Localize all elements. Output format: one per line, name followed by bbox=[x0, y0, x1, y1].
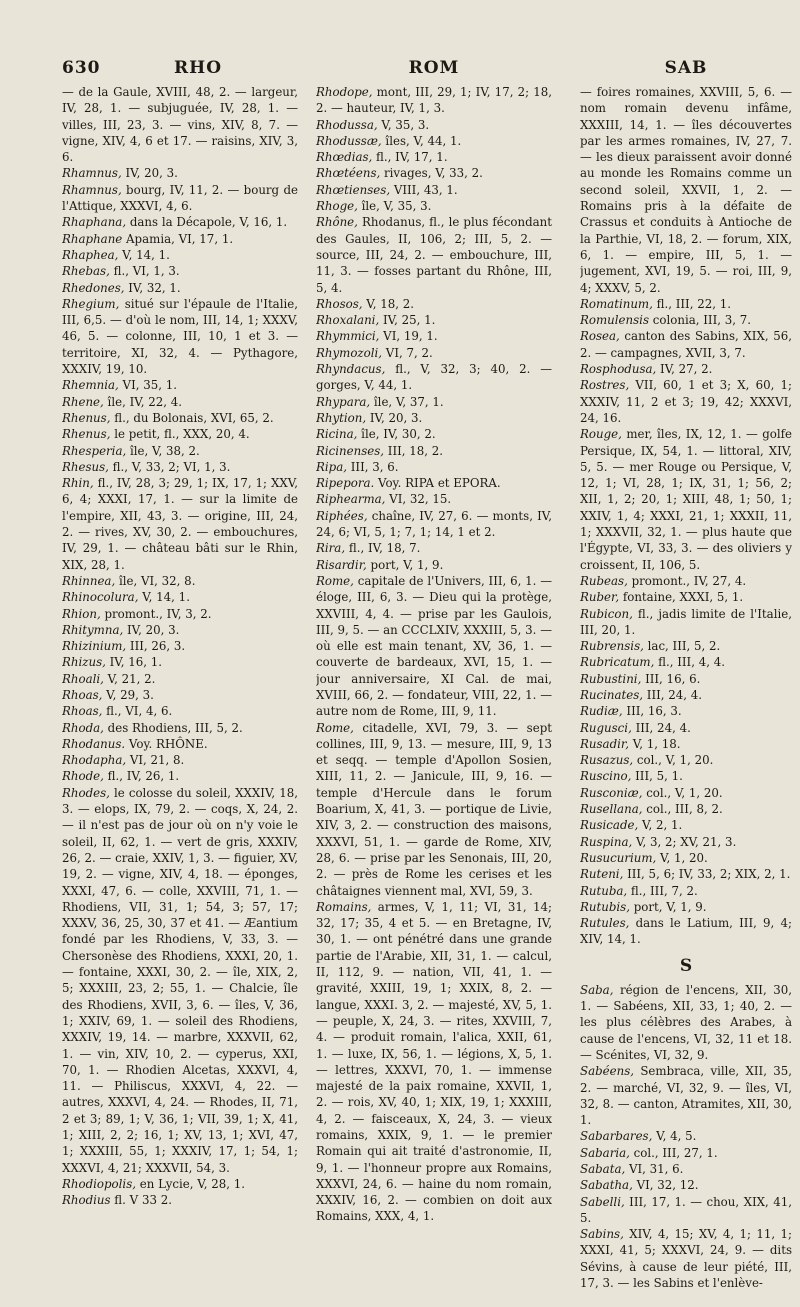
entry-headword: Rhypara, bbox=[316, 394, 371, 409]
entry-headword: Rhyndacus, bbox=[316, 362, 386, 377]
entry-headword: Rutules, bbox=[580, 916, 630, 931]
entry-headword: Rhamnus, bbox=[62, 182, 122, 197]
index-entry bbox=[580, 1194, 792, 1227]
index-entry bbox=[316, 312, 552, 328]
entry-references: IV, 25, 1. bbox=[379, 313, 436, 328]
entry-headword: Rhaphane bbox=[62, 231, 123, 246]
index-entry bbox=[316, 557, 552, 573]
entry-references: VII, 60, 1 et 3; X, 60, 1; XXXIV, 11, 2 et 3; 19, 42; XXXVI, 24, 16. bbox=[580, 378, 792, 425]
index-entry bbox=[62, 394, 298, 410]
entry-references: VI, 19, 1. bbox=[379, 329, 438, 344]
index-entry bbox=[580, 671, 792, 687]
entry-references: promont., IV, 27, 4. bbox=[627, 573, 747, 588]
entry-references: V, 4, 5. bbox=[652, 1129, 697, 1144]
entry-references: fontaine, XXXI, 5, 1. bbox=[619, 590, 744, 605]
entry-headword: Rubricatum, bbox=[580, 655, 655, 670]
index-entry bbox=[62, 475, 298, 573]
entry-references: Rhodanus, fl., le plus fécondant des Gaules, II, 106, 2; III, 5, 2. — source, III, 24, 2. — embouchure, III, 11, 3. — fosses partant du Rhône, III, 5, 4. bbox=[316, 215, 552, 295]
entry-references: V, 1, 18. bbox=[629, 736, 681, 751]
entry-headword: Rusazus, bbox=[580, 753, 634, 768]
index-entry bbox=[316, 491, 552, 507]
entry-headword: Rhebas, bbox=[62, 264, 110, 279]
entry-headword: Ruspina, bbox=[580, 834, 633, 849]
entry-headword: Rutubis, bbox=[580, 899, 630, 914]
entry-references: VI, 21, 8. bbox=[126, 753, 185, 768]
entry-references: Voy. RIPA et EPORA. bbox=[374, 476, 501, 491]
entry-references: V, 21, 2. bbox=[103, 671, 156, 686]
entry-headword: Rhode, bbox=[62, 769, 104, 784]
entry-headword: Rhizus, bbox=[62, 655, 106, 670]
entry-headword: Rhemnia, bbox=[62, 378, 119, 393]
entry-references: île, IV, 22, 4. bbox=[103, 394, 182, 409]
entry-headword: Ripa, bbox=[316, 459, 347, 474]
entry-headword: Rutuba, bbox=[580, 883, 628, 898]
entry-references: dans le Latium, III, 9, 4; XIV, 14, 1. bbox=[580, 916, 792, 947]
index-entry bbox=[580, 720, 792, 736]
index-entry bbox=[580, 703, 792, 719]
entry-headword: Rhodes, bbox=[62, 785, 110, 800]
entry-headword: Sabarbares, bbox=[580, 1129, 653, 1144]
index-entry bbox=[580, 377, 792, 426]
entry-headword: Sabins, bbox=[580, 1227, 624, 1242]
entry-headword: Rhesus, bbox=[62, 459, 109, 474]
entry-headword: Rhoas, bbox=[62, 704, 103, 719]
entry-headword: Rhegium, bbox=[62, 296, 120, 311]
entry-headword: Rhodope, bbox=[316, 85, 373, 99]
index-entry bbox=[62, 736, 298, 752]
entry-references: région de l'encens, XII, 30, 1. — Sabéens, XII, 33, 1; 40, 2. — les plus célèbres des Arabes, à cause de l'encens, VI, 32, 11 et 18. — Scénites, VI, 32, 9. bbox=[580, 982, 792, 1062]
index-entry bbox=[316, 296, 552, 312]
entry-headword: Rugusci, bbox=[580, 720, 632, 735]
index-entry bbox=[316, 117, 552, 133]
entry-headword: Romains, bbox=[316, 899, 372, 914]
entry-references: fl., IV, 28, 3; 29, 1; IX, 17, 1; XXV, 6, 4; XXXI, 17, 1. — sur la limite de l'empire, XII, 43, 3. — origine, III, 24, 2. — rives, XV, 30, 2. — embouchures, IV, 29, 1. — château bâti sur le Rhin, XIX, 28, 1. bbox=[62, 476, 298, 572]
entry-references: des Rhodiens, III, 5, 2. bbox=[103, 720, 243, 735]
entry-references: III, 16, 3. bbox=[622, 704, 682, 719]
entry-headword: Riphearma, bbox=[316, 492, 386, 507]
entry-references: V, 35, 3. bbox=[377, 117, 430, 132]
entry-headword: Rusadir, bbox=[580, 736, 629, 751]
entry-headword: Rhodiopolis, bbox=[62, 1176, 137, 1191]
entry-references: fl., V, 33, 2; VI, 1, 3. bbox=[108, 459, 231, 474]
entry-references: fl., III, 7, 2. bbox=[627, 883, 698, 898]
index-entry bbox=[580, 654, 792, 670]
entry-references: VI, 31, 6. bbox=[625, 1162, 684, 1176]
entry-references: VI, 32, 12. bbox=[632, 1178, 699, 1193]
index-entry bbox=[62, 296, 298, 377]
entry-headword: Sabatha, bbox=[580, 1178, 633, 1193]
index-entry bbox=[316, 361, 552, 394]
entry-headword: Ricina, bbox=[316, 427, 358, 442]
index-entry bbox=[316, 459, 552, 475]
index-entry bbox=[62, 231, 298, 247]
index-entry bbox=[580, 801, 792, 817]
entry-references: IV, 20, 3. bbox=[121, 166, 178, 181]
running-head-left: RHO bbox=[174, 58, 222, 78]
entry-references: XIV, 4, 15; XV, 4, 1; 11, 1; XXXI, 41, 5; XXXVI, 24, 9. — dits Sévins, à cause de leur piété, III, 17, 3. — les Sabins et l'enlève- bbox=[580, 1227, 792, 1291]
entry-headword: Rhamnus, bbox=[62, 166, 122, 181]
entry-references: île, V, 35, 3. bbox=[357, 199, 432, 214]
entry-references: armes, V, 1, 11; VI, 31, 14; 32, 17; 35, 4 et 5. — en Bretagne, IV, 30, 1. — ont pénétré dans une grande partie de l'Arabie, XII, 31, 1. — calcul, II, 112, 9. — nation, VII, 41, 1. — gravité, XXIII, 19, 1; XXIX, 8, 2. — langue, XXXI. 3, 2. — majesté, XV, 5, 1. — peuple, X, 24, 3. — rites, XXVIII, 7, 4. — produit romain, l'alica, XXII, 61, 1. — luxe, IX, 56, 1. — légions, X, 5, 1. — lettres, XXXVI, 70, 1. — immense majesté de la paix romaine, XXVII, 1, 2. — rois, XV, 40, 1; XIX, 19, 1; XXXIII, 4, 2. — faisceaux, X, 24, 3. — vieux romains, XXIX, 9, 1. — le premier Romain qui ait traité d'astronomie, II, 9, 1. — l'honneur propre aux Romains, XXXVI, 24, 6. — haine du nom romain, XXXIV, 16, 2. — combien on doit aux Romains, XXX, 4, 1. bbox=[316, 899, 552, 1224]
index-entry bbox=[316, 328, 552, 344]
entry-references: VI, 35, 1. bbox=[118, 378, 178, 393]
index-entry bbox=[580, 328, 792, 361]
index-entry bbox=[62, 703, 298, 719]
entry-references: III, 26, 3. bbox=[126, 639, 186, 654]
entry-headword: Ruscino, bbox=[580, 769, 632, 784]
entry-headword: Rira, bbox=[316, 541, 346, 556]
entry-references: III, 24, 4. bbox=[631, 720, 691, 735]
entry-references: Sembraca, ville, XII, 35, 2. — marché, VI, 32, 9. — îles, VI, 32, 8. — canton, Atramites, XII, 30, 1. bbox=[580, 1064, 792, 1128]
entry-headword: Rhœdias, bbox=[316, 150, 373, 165]
entry-references: canton des Sabins, XIX, 56, 2. — campagnes, XVII, 3, 7. bbox=[580, 329, 792, 360]
index-entry bbox=[316, 84, 552, 117]
entry-headword: Risardir, bbox=[316, 557, 367, 572]
index-entry bbox=[316, 345, 552, 361]
index-entry bbox=[62, 263, 298, 279]
entry-references: V, 2, 1. bbox=[638, 818, 683, 833]
entry-references: lac, III, 5, 2. bbox=[643, 639, 721, 654]
entry-headword: Ripepora. bbox=[316, 476, 375, 491]
entry-references: Apamia, VI, 17, 1. bbox=[122, 231, 234, 246]
index-entry bbox=[62, 752, 298, 768]
index-entry bbox=[62, 589, 298, 605]
entry-references: fl., IV, 26, 1. bbox=[103, 769, 180, 784]
entry-references: promont., IV, 3, 2. bbox=[100, 606, 212, 621]
entry-headword: Romatinum, bbox=[580, 296, 653, 311]
entry-headword: Rhoge, bbox=[316, 199, 358, 214]
index-entry bbox=[580, 589, 792, 605]
index-entry bbox=[62, 671, 298, 687]
index-entry bbox=[316, 165, 552, 181]
index-entry bbox=[62, 720, 298, 736]
index-entry bbox=[580, 752, 792, 768]
entry-headword: Rhenus, bbox=[62, 427, 111, 442]
index-entry bbox=[316, 410, 552, 426]
entry-references: IV, 32, 1. bbox=[124, 280, 181, 295]
entry-headword: Rome, bbox=[316, 573, 354, 588]
index-entry bbox=[580, 883, 792, 899]
entry-references: V, 29, 3. bbox=[102, 687, 154, 702]
index-entry bbox=[580, 426, 792, 573]
index-entry bbox=[62, 165, 298, 181]
entry-headword: Rosphodusa, bbox=[580, 362, 657, 377]
index-entry bbox=[62, 426, 298, 442]
entry-headword: Rhodussa, bbox=[316, 117, 378, 132]
index-column-3 bbox=[580, 84, 792, 1299]
entry-references: port, V, 1, 9. bbox=[366, 557, 444, 572]
entry-references: chaîne, IV, 27, 6. — monts, IV, 24, 6; VI, 5, 1; 7, 1; 14, 1 et 2. bbox=[316, 508, 552, 540]
entry-headword: Rhymmici, bbox=[316, 329, 380, 344]
index-entry bbox=[316, 214, 552, 295]
entry-references: III, 24, 4. bbox=[643, 687, 703, 702]
entry-headword: Rhymozoli, bbox=[316, 345, 383, 360]
entry-references: IV, 20, 3. bbox=[123, 622, 180, 637]
entry-references: VI, 32, 15. bbox=[385, 492, 452, 507]
entry-headword: Sabata, bbox=[580, 1162, 626, 1176]
index-entry bbox=[580, 982, 792, 1063]
entry-references: fl., V, 32, 3; 40, 2. — gorges, V, 44, 1. bbox=[316, 362, 552, 393]
index-entry bbox=[580, 817, 792, 833]
index-entry bbox=[580, 768, 792, 784]
entry-headword: Rhœtienses, bbox=[316, 182, 391, 197]
entry-references: fl., III, 4, 4. bbox=[654, 655, 725, 670]
entry-headword: Rusicade, bbox=[580, 818, 639, 833]
entry-references: dans la Décapole, V, 16, 1. bbox=[126, 215, 288, 230]
index-entry bbox=[62, 247, 298, 263]
index-entry bbox=[580, 361, 792, 377]
entry-headword: Rhinnea, bbox=[62, 573, 116, 588]
entry-references: IV, 27, 2. bbox=[656, 362, 713, 377]
entry-headword: Sabaria, bbox=[580, 1145, 630, 1160]
entry-references: île, VI, 32, 8. bbox=[115, 573, 196, 588]
entry-headword: Rhytion, bbox=[316, 410, 367, 425]
entry-headword: Rouge, bbox=[580, 427, 622, 442]
entry-references: V, 14, 1. bbox=[118, 247, 170, 262]
index-columns bbox=[0, 84, 800, 1299]
entry-references: IV, 20, 3. bbox=[366, 410, 423, 425]
entry-references: citadelle, XVI, 79, 3. — sept collines, III, 9, 13. — mesure, III, 9, 13 et seqq. — temple d'Apollon Sosien, XIII, 11, 2. — Janicule, III, 9, 16. — temple d'Hercule dans le forum Boarium, X, 41, 3. — portique de Livie, XIV, 3, 2. — construction des maisons, XXXVI, 51, 1. — garde de Rome, XIV, 28, 6. — prise par les Senonais, III, 20, 2. — près de Rome les cerises et les châtaignes viennent mal, XVI, 59, 3. bbox=[316, 720, 552, 898]
index-entry bbox=[580, 785, 792, 801]
index-entry bbox=[62, 638, 298, 654]
entry-headword: Rucinates, bbox=[580, 687, 644, 702]
entry-headword: Rhône, bbox=[316, 215, 358, 230]
entry-headword: Rhoali, bbox=[62, 671, 104, 686]
entry-headword: Rhodapha, bbox=[62, 753, 127, 768]
index-entry bbox=[316, 394, 552, 410]
entry-headword: Rubeas, bbox=[580, 573, 628, 588]
index-entry bbox=[580, 1063, 792, 1128]
index-entry bbox=[62, 84, 298, 165]
entry-references: capitale de l'Univers, III, 6, 1. — éloge, III, 6, 3. — Dieu qui la protège, XXVIII, 4, 4. — prise par les Gaulois, III, 9, 5. — an CCCLXIV, XXXIII, 5, 3. — où elle est main tenant, XV, 36, 1. — couverte de bardeaux, XVI, 15, 1. — jour anniversaire, XI Cal. de mai, XVIII, 66, 2. — fondateur, VIII, 22, 1. — autre nom de Rome, III, 9, 11. bbox=[316, 573, 552, 719]
entry-references: III, 17, 1. — chou, XIX, 41, 5. bbox=[580, 1194, 792, 1225]
entry-headword: Rusconiæ, bbox=[580, 785, 643, 800]
entry-references: port, V, 1, 9. bbox=[629, 899, 707, 914]
index-entry bbox=[62, 687, 298, 703]
index-entry bbox=[580, 1177, 792, 1193]
index-entry bbox=[580, 1161, 792, 1177]
index-entry bbox=[62, 768, 298, 784]
index-entry bbox=[316, 149, 552, 165]
entry-references: fl., VI, 4, 6. bbox=[102, 704, 173, 719]
entry-references: îles, V, 44, 1. bbox=[381, 133, 462, 148]
entry-references: — de la Gaule, XVIII, 48, 2. — largeur, IV, 28, 1. — subjuguée, IV, 28, 1. — villes, III, 23, 3. — vins, XIV, 8, 7. — vigne, XIV, 4, 6 et 17. — raisins, XIV, 3, 6. bbox=[62, 85, 298, 165]
entry-references: en Lycie, V, 28, 1. bbox=[136, 1176, 245, 1191]
index-entry bbox=[62, 606, 298, 622]
entry-references: III, 5, 6; IV, 33, 2; XIX, 2, 1. bbox=[623, 867, 791, 882]
entry-headword: Ruteni, bbox=[580, 867, 624, 882]
entry-headword: Riphées, bbox=[316, 508, 368, 523]
index-entry bbox=[62, 377, 298, 393]
index-entry bbox=[316, 182, 552, 198]
entry-references: le petit, fl., XXX, 20, 4. bbox=[110, 427, 250, 442]
entry-references: III, 3, 6. bbox=[347, 459, 399, 474]
entry-references: col., V, 1, 20. bbox=[633, 753, 714, 768]
entry-references: III, 18, 2. bbox=[384, 443, 444, 458]
entry-headword: Saba, bbox=[580, 982, 614, 997]
entry-headword: Rosea, bbox=[580, 329, 620, 344]
entry-references: île, IV, 30, 2. bbox=[357, 427, 436, 442]
entry-headword: Ruber, bbox=[580, 590, 620, 605]
index-entry bbox=[316, 508, 552, 541]
entry-headword: Rhedones, bbox=[62, 280, 125, 295]
index-column-1 bbox=[62, 84, 298, 1299]
entry-headword: Rhesperia, bbox=[62, 443, 127, 458]
entry-headword: Rhaphea, bbox=[62, 247, 119, 262]
entry-headword: Rubicon, bbox=[580, 606, 633, 621]
entry-references: fl., IV, 18, 7. bbox=[345, 541, 421, 556]
index-entry bbox=[62, 459, 298, 475]
entry-headword: Rhoxalani, bbox=[316, 313, 380, 328]
entry-headword: Rusucurium, bbox=[580, 850, 657, 865]
entry-references: le colosse du soleil, XXXIV, 18, 3. — elops, IX, 79, 2. — coqs, X, 24, 2. — il n'est pas de jour où on n'y voie le soleil, II, 62, 1. — vert de gris, XXXIV, 26, 2. — craie, XXIV, 1, 3. — figuier, XV, 19, 2. — vigne, XIV, 4, 18. — éponges, XXXI, 47, 6. — colle, XXVIII, 71, 1. — Rhodiens, VII, 31, 1; 54, 3; 57, 17; XXXV, 36, 25, 30, 37 et 41. — Æantium fondé par les Rhodiens, V, 33, 3. — Chersonèse des Rhodiens, XXXI, 20, 1. — fontaine, XXXI, 30, 2. — île, XIX, 2, 5; XXXIII, 23, 2; 55, 1. — Chalcie, île des Rhodiens, XVII, 3, 6. — îles, V, 36, 1; XXIV, 69, 1. — soleil des Rhodiens, XXXIV, 19, 14. — marbre, XXXVII, 62, 1. — vin, XIV, 10, 2. — cyperus, XXI, 70, 1. — Rhodien Alcetas, XXXVI, 4, 11. — Philiscus, XXXVI, 4, 22. — autres, XXXVI, 4, 24. — Rhodes, II, 71, 2 et 3; 89, 1; V, 36, 1; VII, 39, 1; X, 41, 1; XIII, 2, 2; 16, 1; XV, 13, 1; XVI, 47, 1; XXXIII, 55, 1; XXXIV, 17, 1; 54, 1; XXXVI, 4, 21; XXXVII, 54, 3. bbox=[62, 785, 298, 1175]
index-entry bbox=[62, 280, 298, 296]
entry-headword: Rhin, bbox=[62, 476, 94, 491]
entry-references: III, 16, 6. bbox=[641, 671, 701, 686]
entry-references: V, 3, 2; XV, 21, 3. bbox=[632, 834, 737, 849]
index-entry bbox=[62, 654, 298, 670]
index-entry bbox=[580, 1145, 792, 1161]
entry-references: col., III, 8, 2. bbox=[642, 802, 723, 817]
entry-references: V, 1, 20. bbox=[656, 850, 708, 865]
index-entry bbox=[316, 540, 552, 556]
entry-headword: Rhosos, bbox=[316, 296, 363, 311]
entry-references: fl. V 33 2. bbox=[110, 1193, 172, 1208]
entry-references: fl., jadis limite de l'Italie, III, 20, 1. bbox=[580, 606, 792, 637]
entry-references: rivages, V, 33, 2. bbox=[380, 166, 483, 181]
entry-references: VIII, 43, 1. bbox=[390, 182, 458, 197]
index-entry bbox=[580, 915, 792, 948]
entry-headword: Rhaphana, bbox=[62, 215, 127, 230]
entry-headword: Rhodussæ, bbox=[316, 133, 382, 148]
entry-references: fl., du Bolonais, XVI, 65, 2. bbox=[110, 410, 274, 425]
index-entry bbox=[62, 443, 298, 459]
index-entry bbox=[316, 133, 552, 149]
entry-headword: Rhodius bbox=[62, 1193, 111, 1208]
entry-headword: Rostres, bbox=[580, 378, 630, 393]
index-entry bbox=[580, 573, 792, 589]
index-column-2 bbox=[316, 84, 552, 1299]
index-entry bbox=[62, 622, 298, 638]
entry-headword: Rhizinium, bbox=[62, 639, 127, 654]
entry-references: fl., IV, 17, 1. bbox=[372, 150, 448, 165]
running-head-right: SAB bbox=[664, 58, 708, 78]
entry-references: colonia, III, 3, 7. bbox=[649, 313, 751, 328]
entry-headword: Sabéens, bbox=[580, 1064, 635, 1079]
entry-references: — foires romaines, XXVIII, 5, 6. — nom romain devenu infâme, XXXIII, 14, 1. — îles découvertes par les armes romaines, IV, 27, 7. — les dieux paraissent avoir donné au monde les Romains comme un second soleil, XXVII, 1, 2. — Romains pris à la défaite de Crassus et conduits à Antioche de la Parthie, VI, 18, 2. — forum, XIX, 6, 1. — empire, III, 5, 1. — jugement, XVI, 19, 5. — roi, III, 9, 4; XXXV, 5, 2. bbox=[580, 85, 792, 295]
index-entry bbox=[316, 899, 552, 1225]
entry-references: fl., VI, 1, 3. bbox=[109, 264, 180, 279]
index-entry bbox=[580, 638, 792, 654]
index-entry bbox=[62, 573, 298, 589]
index-entry bbox=[62, 410, 298, 426]
entry-headword: Rubustini, bbox=[580, 671, 642, 686]
index-entry bbox=[62, 1176, 298, 1192]
entry-references: IV, 16, 1. bbox=[105, 655, 163, 670]
entry-headword: Rhoda, bbox=[62, 720, 104, 735]
entry-references: VI, 7, 2. bbox=[382, 345, 433, 360]
entry-headword: Ricinenses, bbox=[316, 443, 385, 458]
entry-references: V, 18, 2. bbox=[362, 296, 415, 311]
index-entry bbox=[580, 687, 792, 703]
entry-headword: Rhodanus. bbox=[62, 736, 126, 751]
entry-references: mer, îles, IX, 12, 1. — golfe Persique, IX, 54, 1. — littoral, XIV, 5, 5. — mer Rouge ou Persique, V, 12, 1; VI, 28, 1; IX, 31, 1; 56, 2; XII, 1, 2; 20, 1; XIII, 48, 1; 50, 1; XXIV, 1, 4; XXXI, 21, 1; XXXII, 11, 1; XXXVII, 32, 1. — plus haute que l'Égypte, VI, 33, 3. — des oliviers y croissent, II, 106, 5. bbox=[580, 427, 792, 572]
entry-headword: Rhene, bbox=[62, 394, 104, 409]
entry-headword: Rhinocolura, bbox=[62, 590, 139, 605]
entry-headword: Rubrensis, bbox=[580, 639, 644, 654]
entry-headword: Rhœtéens, bbox=[316, 166, 381, 181]
index-entry bbox=[580, 1226, 792, 1291]
entry-references: île, V, 38, 2. bbox=[126, 443, 200, 458]
entry-references: Voy. RHÔNE. bbox=[125, 736, 208, 751]
index-entry bbox=[62, 785, 298, 1176]
index-entry bbox=[316, 475, 552, 491]
index-entry bbox=[580, 899, 792, 915]
index-entry bbox=[316, 443, 552, 459]
index-entry bbox=[580, 1128, 792, 1144]
entry-headword: Rhenus, bbox=[62, 410, 111, 425]
index-entry bbox=[316, 426, 552, 442]
index-entry bbox=[580, 296, 792, 312]
index-entry bbox=[62, 214, 298, 230]
index-entry bbox=[316, 198, 552, 214]
index-entry bbox=[580, 312, 792, 328]
entry-headword: Rhitymna, bbox=[62, 622, 124, 637]
entry-references: col., V, 1, 20. bbox=[642, 785, 723, 800]
index-entry bbox=[580, 834, 792, 850]
entry-headword: Rome, bbox=[316, 720, 354, 735]
index-entry bbox=[580, 866, 792, 882]
entry-headword: Rhion, bbox=[62, 606, 101, 621]
section-letter: S bbox=[679, 955, 693, 976]
index-entry bbox=[316, 573, 552, 720]
page-number: 630 bbox=[62, 58, 101, 78]
entry-headword: Rhoas, bbox=[62, 687, 103, 702]
entry-references: situé sur l'épaule de l'Italie, III, 6,5. — d'où le nom, III, 14, 1; XXXV, 46, 5. — colonne, III, 10, 1 et 3. — territoire, XI, 32, 4. — Pythagore, XXXIV, 19, 10. bbox=[62, 296, 298, 377]
index-entry bbox=[580, 606, 792, 639]
entry-references: fl., III, 22, 1. bbox=[652, 296, 731, 311]
entry-headword: Rudiæ, bbox=[580, 704, 623, 719]
index-entry bbox=[580, 850, 792, 866]
entry-headword: Sabelli, bbox=[580, 1194, 625, 1209]
entry-references: col., III, 27, 1. bbox=[629, 1145, 718, 1160]
index-entry bbox=[580, 84, 792, 296]
entry-references: bourg, IV, 11, 2. — bourg de l'Attique, XXXVI, 4, 6. bbox=[62, 182, 298, 214]
entry-references: île, V, 37, 1. bbox=[370, 394, 444, 409]
entry-headword: Romulensis bbox=[580, 313, 650, 328]
entry-references: III, 5, 1. bbox=[631, 769, 683, 784]
entry-references: V, 14, 1. bbox=[138, 590, 190, 605]
running-head-center: ROM bbox=[408, 58, 460, 78]
index-entry bbox=[316, 720, 552, 899]
entry-headword: Rusellana, bbox=[580, 802, 643, 817]
entry-references: mont, III, 29, 1; IV, 17, 2; 18, 2. — hauteur, IV, 1, 3. bbox=[316, 85, 552, 116]
index-entry bbox=[62, 182, 298, 215]
index-entry bbox=[580, 736, 792, 752]
index-entry bbox=[62, 1192, 298, 1208]
